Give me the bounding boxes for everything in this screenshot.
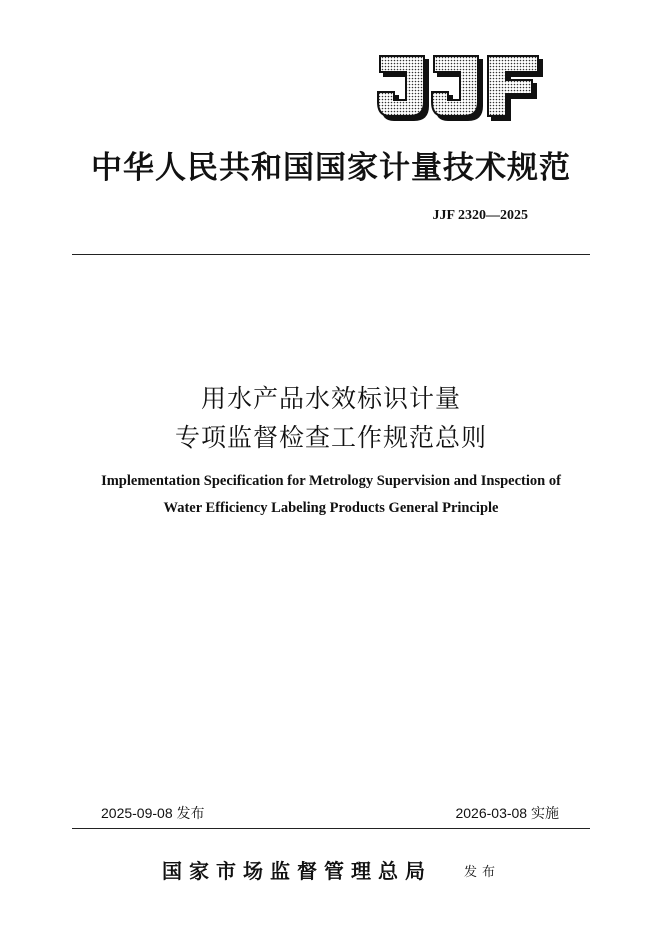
issuer-name: 国家市场监督管理总局: [162, 859, 432, 883]
implementation-date: 2026-03-08 实施: [455, 805, 559, 821]
top-divider: [72, 254, 590, 255]
title-en-line2: Water Efficiency Labeling Products General Principle: [163, 500, 499, 516]
logo-text: JJF: [372, 50, 374, 51]
bottom-divider: [72, 828, 590, 829]
issuer-suffix: 发布: [464, 865, 501, 880]
title-en-line1: Implementation Specification for Metrology Supervision and Inspection of: [101, 473, 561, 489]
title-cn-line1: 用水产品水效标识计量: [200, 384, 461, 413]
issue-date: 2025-09-08 发布: [101, 805, 205, 821]
jjf-logo: [372, 50, 544, 122]
title-cn-line2: 专项监督检查工作规范总则: [174, 423, 487, 452]
header-title: 中华人民共和国国家计量技术规范: [91, 150, 571, 186]
document-number: JJF 2320—2025: [432, 208, 528, 223]
